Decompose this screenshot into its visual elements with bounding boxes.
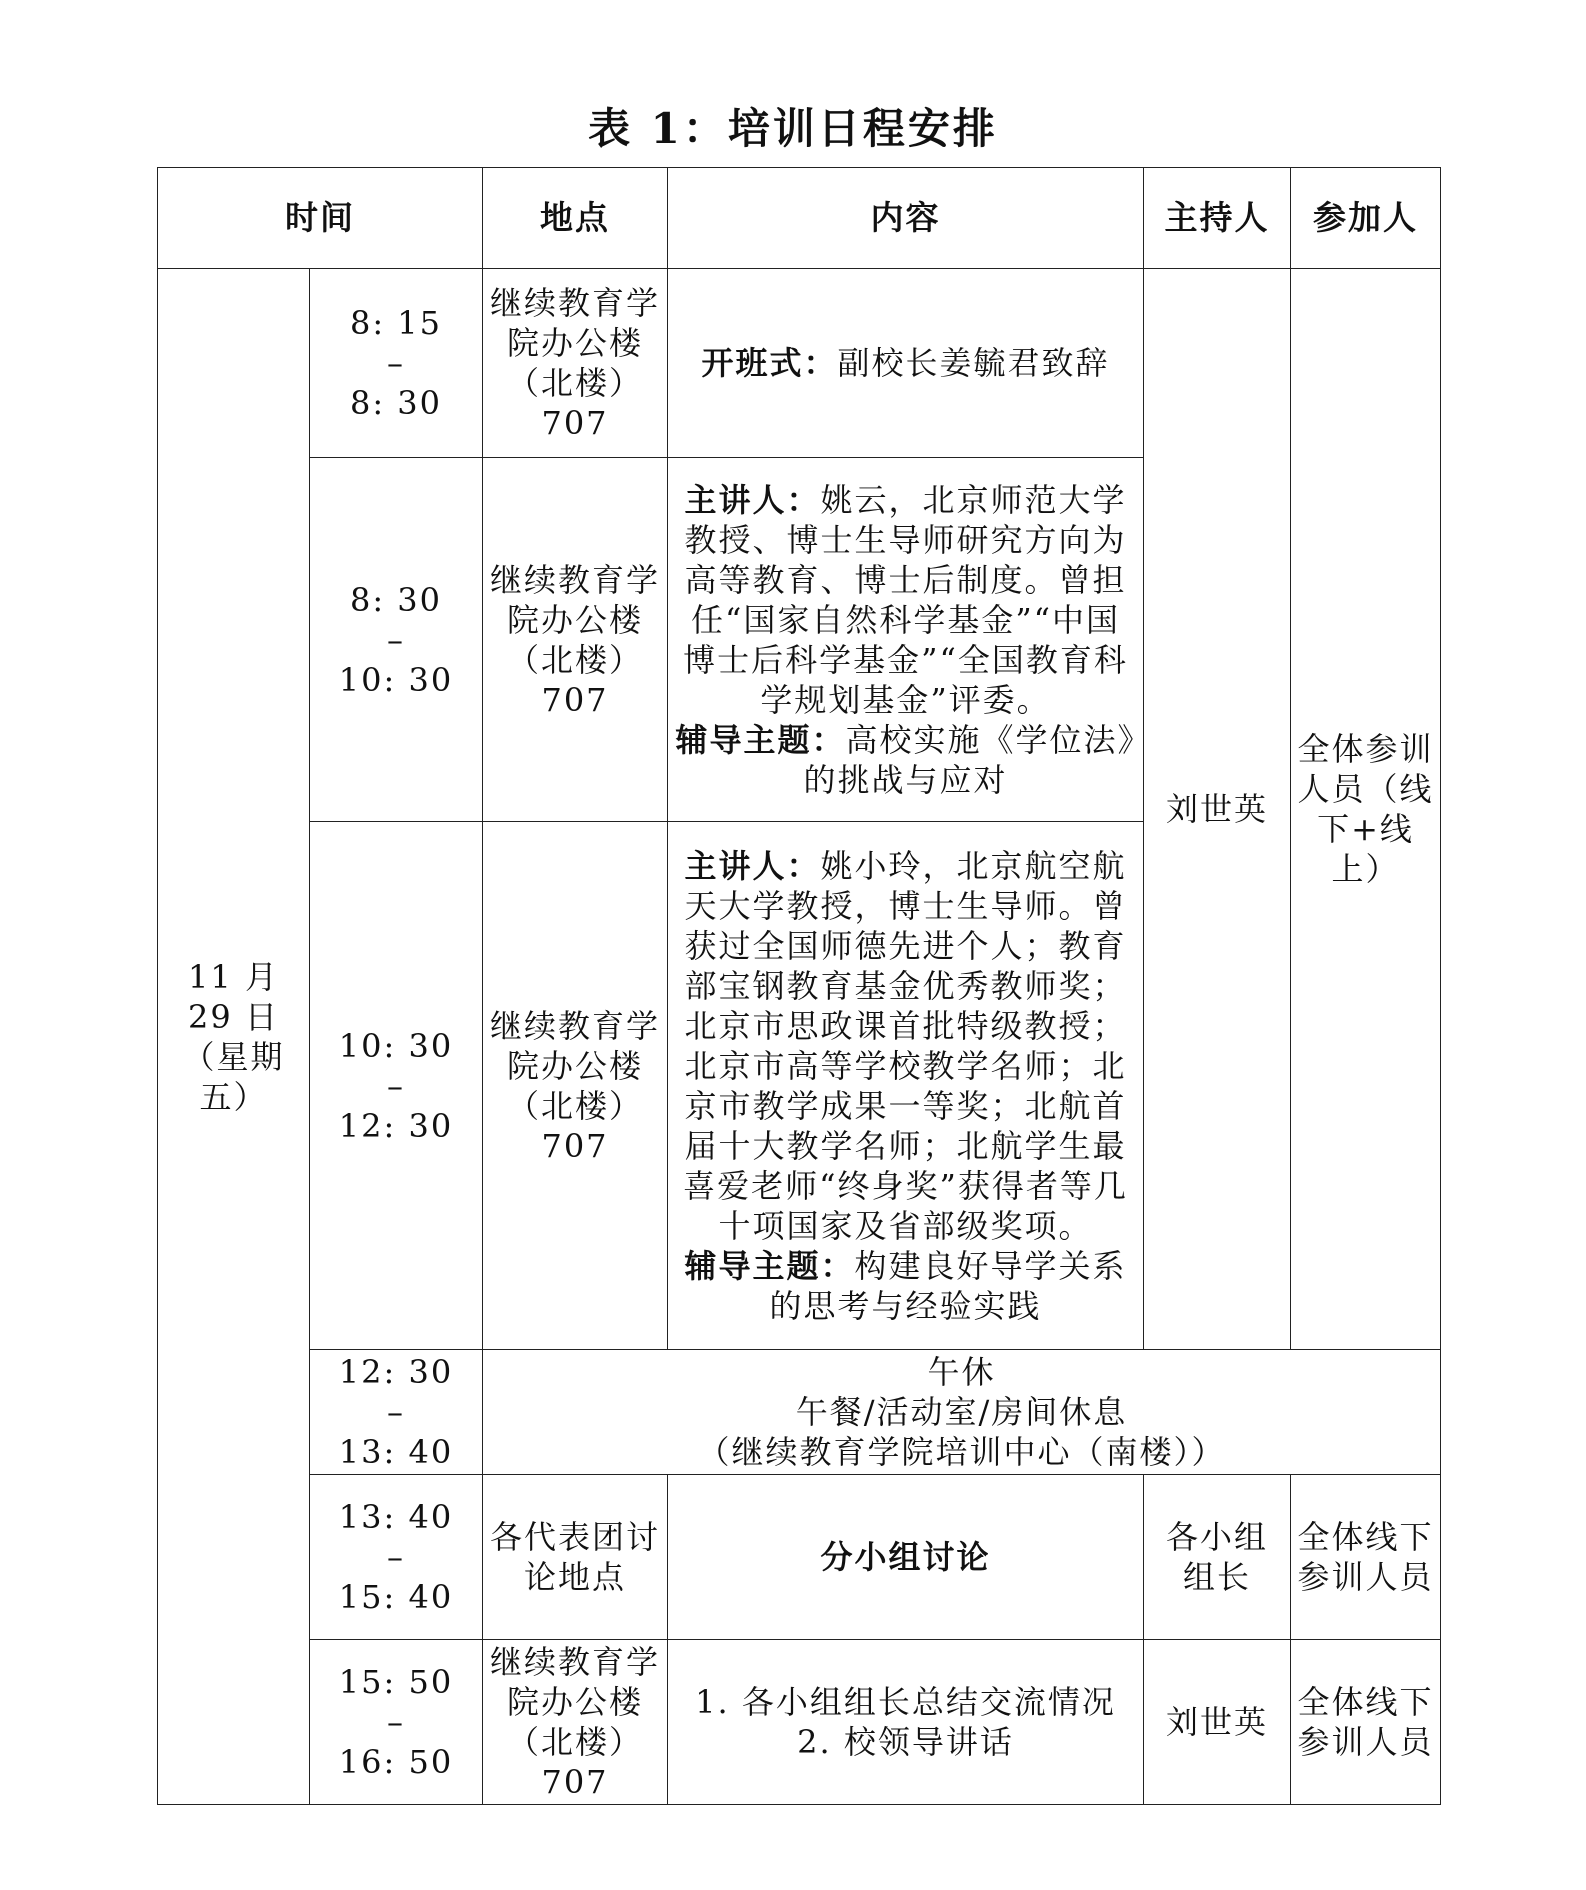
time-cell: 8: 15 – 8: 30 <box>310 269 483 458</box>
topic-label: 辅导主题： <box>684 1246 855 1285</box>
participants-cell: 全体线下参训人员 <box>1291 1475 1441 1640</box>
lunch-cell <box>483 1350 1441 1475</box>
speaker-text: 姚小玲，北京航空航天大学教授，博士生导师。曾获过全国师德先进个人；教育部宝钢教育基金优秀教师奖；北京市思政课首批特级教授；北京市高等学校教学名师；北京市教学成果一等奖；北航首届十大教学名师；北航学生最喜爱老师“终身奖”获得者等几十项国家及省部级奖项。 <box>683 846 1128 1245</box>
table-row <box>158 1475 1441 1640</box>
table-row <box>158 1640 1441 1805</box>
content-cell <box>668 822 1144 1350</box>
header-host: 主持人 <box>1144 168 1291 269</box>
time-cell: 12: 30 – 13: 40 <box>310 1350 483 1475</box>
header-time: 时间 <box>158 168 483 269</box>
date-cell: 11 月 29 日（星期五） <box>158 269 310 1805</box>
speaker-text: 姚云，北京师范大学教授、博士生导师研究方向为高等教育、博士后制度。曾担任“国家自然科学基金”“中国博士后科学基金”“全国教育科学规划基金”评委。 <box>683 480 1128 719</box>
opening-label: 开班式： <box>701 344 838 382</box>
participants-cell: 全体线下参训人员 <box>1291 1640 1441 1805</box>
header-place: 地点 <box>483 168 668 269</box>
place-cell: 继续教育学院办公楼（北楼）707 <box>483 822 668 1350</box>
topic-text: 高校实施《学位法》的挑战与应对 <box>803 720 1136 799</box>
table-row <box>158 269 1441 458</box>
table-header-row <box>158 168 1441 269</box>
lunch-detail: 午餐/活动室/房间休息 <box>795 1393 1128 1431</box>
speaker-label: 主讲人： <box>684 480 821 519</box>
content-cell <box>668 458 1144 822</box>
lunch-location: （继续教育学院培训中心（南楼）） <box>697 1433 1226 1471</box>
content-cell <box>668 269 1144 458</box>
host-cell: 各小组组长 <box>1144 1475 1291 1640</box>
host-cell: 刘世英 <box>1144 269 1291 1350</box>
speaker-label: 主讲人： <box>684 846 821 885</box>
table-row <box>158 1350 1441 1475</box>
header-participants: 参加人 <box>1291 168 1441 269</box>
agenda-item: 2. 校领导讲话 <box>797 1723 1014 1761</box>
participants-cell: 全体参训人员（线下+线上） <box>1291 269 1441 1350</box>
content-cell: 分小组讨论 <box>668 1475 1144 1640</box>
place-cell: 继续教育学院办公楼（北楼）707 <box>483 1640 668 1805</box>
time-cell: 15: 50 – 16: 50 <box>310 1640 483 1805</box>
header-content: 内容 <box>668 168 1144 269</box>
place-cell: 继续教育学院办公楼（北楼）707 <box>483 269 668 458</box>
topic-label: 辅导主题： <box>675 720 846 759</box>
time-cell: 13: 40 – 15: 40 <box>310 1475 483 1640</box>
place-cell: 继续教育学院办公楼（北楼）707 <box>483 458 668 822</box>
time-cell: 10: 30 – 12: 30 <box>310 822 483 1350</box>
host-cell: 刘世英 <box>1144 1640 1291 1805</box>
content-cell <box>668 1640 1144 1805</box>
place-cell: 各代表团讨论地点 <box>483 1475 668 1640</box>
schedule-table <box>157 167 1441 1805</box>
table-title: 表 1：培训日程安排 <box>588 104 998 153</box>
lunch-title: 午休 <box>927 1353 996 1391</box>
opening-text: 副校长姜毓君致辞 <box>837 344 1110 382</box>
time-cell: 8: 30 – 10: 30 <box>310 458 483 822</box>
agenda-item: 1. 各小组组长总结交流情况 <box>695 1683 1116 1721</box>
topic-text: 构建良好导学关系的思考与经验实践 <box>769 1246 1127 1325</box>
